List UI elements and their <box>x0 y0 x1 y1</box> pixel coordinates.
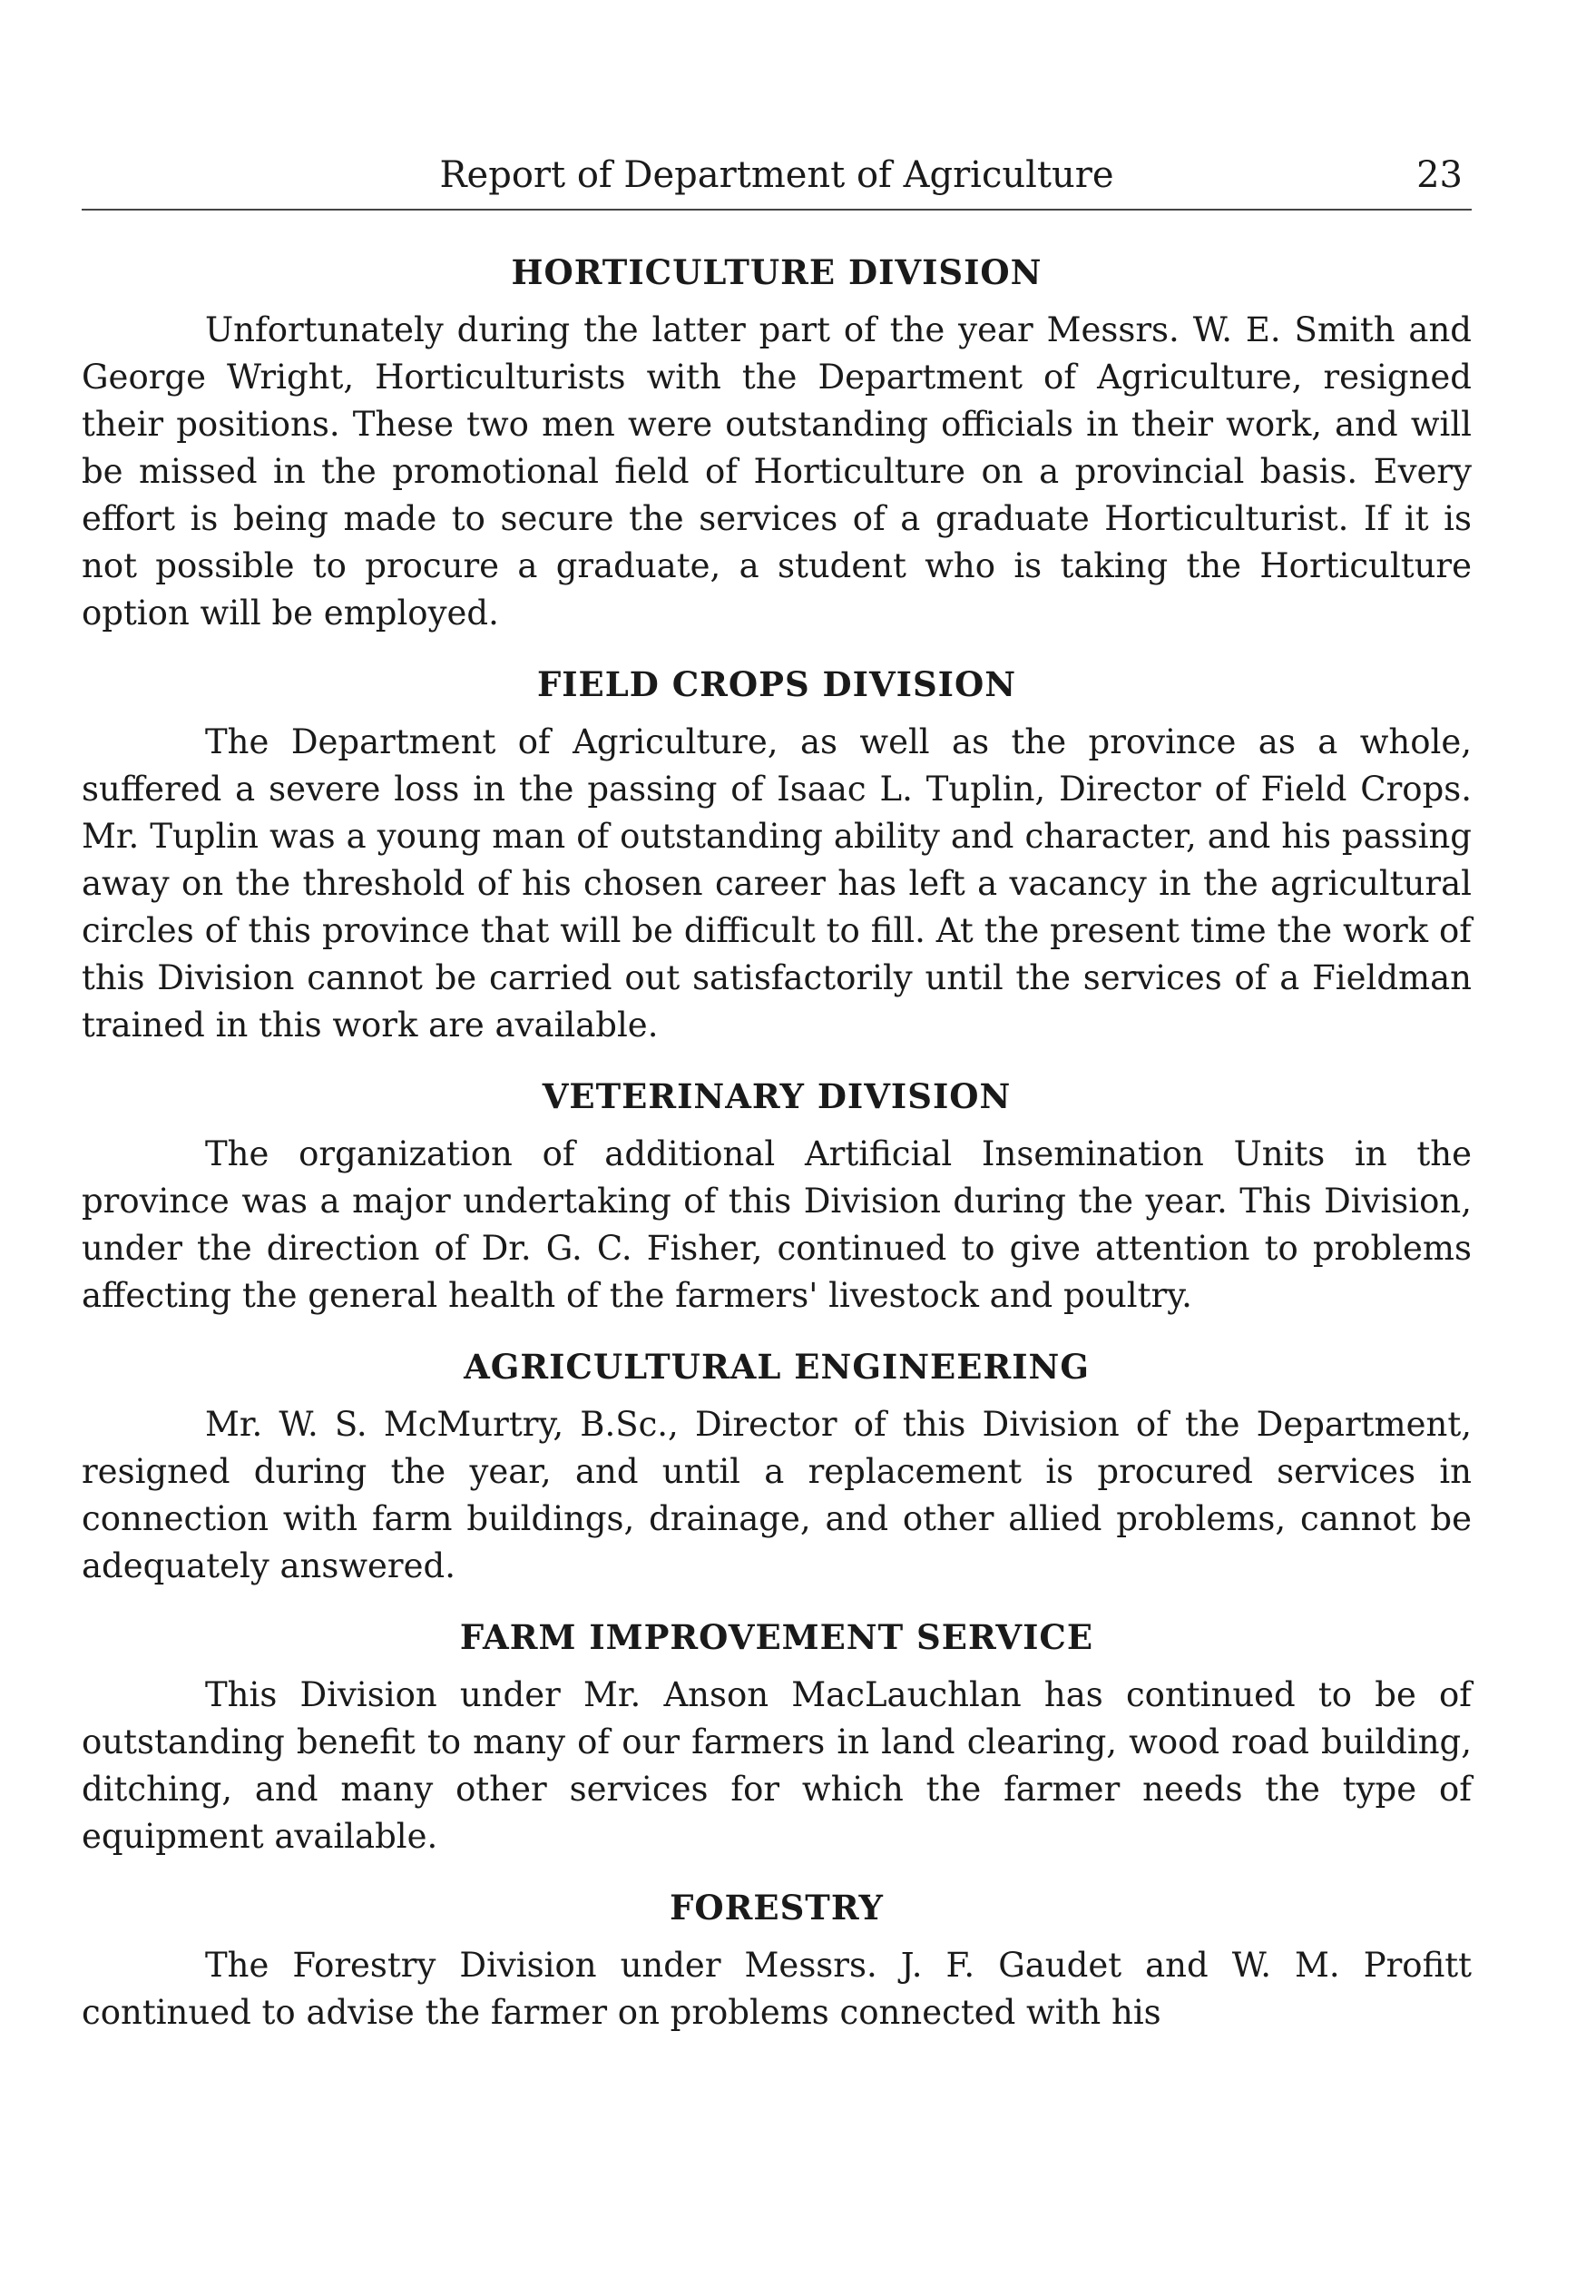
section-horticulture <box>82 252 1472 637</box>
page-number: 23 <box>1416 154 1463 196</box>
section-heading: FORESTRY <box>670 1888 884 1928</box>
running-header <box>82 145 1472 211</box>
section-heading: HORTICULTURE DIVISION <box>511 252 1043 292</box>
section-farm-improvement <box>82 1617 1472 1860</box>
section-paragraph: The Department of Agriculture, as well as the province as a whole, suffered a severe loss in the passing of Isaac L. Tuplin, Director of Field Crops. Mr. Tuplin was a young man of outstanding ability and character, and his passing away on the threshold of his chosen career has left a vacancy in the agricultural circles of this province that will be difficult to fill. At the present time the work of this Division cannot be carried out satisfactorily until the services of a Fieldman trained in this work are available. <box>82 722 1472 1045</box>
section-heading: FIELD CROPS DIVISION <box>536 664 1017 704</box>
section-paragraph: Unfortunately during the latter part of the year Messrs. W. E. Smith and George Wright, Horticulturists with the Department of Agriculture, resigned their positions. These two men were outstanding officials in their work, and will be missed in the promotional field of Horticulture on a provincial basis. Every effort is being made to secure the services of a graduate Horticulturist. If it is not possible to procure a graduate, a student who is taking the Horticulture option will be employed. <box>82 310 1472 633</box>
section-field-crops <box>82 664 1472 1049</box>
section-veterinary <box>82 1076 1472 1320</box>
section-paragraph: This Division under Mr. Anson MacLauchlan has continued to be of outstanding benefit to many of our farmers in land clearing, wood road building, ditching, and many other services for which the farmer needs the type of equipment available. <box>82 1675 1472 1856</box>
section-paragraph: Mr. W. S. McMurtry, B.Sc., Director of this Division of the Department, resigned during the year, and until a replacement is procured services in connection with farm buildings, drainage, and other allied problems, cannot be adequately answered. <box>82 1405 1472 1585</box>
section-forestry <box>82 1888 1472 2036</box>
section-agricultural-engineering <box>82 1347 1472 1590</box>
section-heading: AGRICULTURAL ENGINEERING <box>464 1347 1090 1387</box>
section-heading: VETERINARY DIVISION <box>542 1076 1012 1116</box>
section-heading: FARM IMPROVEMENT SERVICE <box>459 1617 1094 1657</box>
section-paragraph: The organization of additional Artificial Insemination Units in the province was a major undertaking of this Division during the year. This Division, under the direction of Dr. G. C. Fisher, continued to give attention to problems affecting the general health of the farmers' livestock and poultry. <box>82 1134 1472 1315</box>
running-title: Report of Department of Agriculture <box>439 154 1114 196</box>
document-page <box>82 145 1472 2036</box>
section-paragraph: The Forestry Division under Messrs. J. F. Gaudet and W. M. Profitt continued to advise the farmer on problems connected with his <box>82 1946 1472 2032</box>
